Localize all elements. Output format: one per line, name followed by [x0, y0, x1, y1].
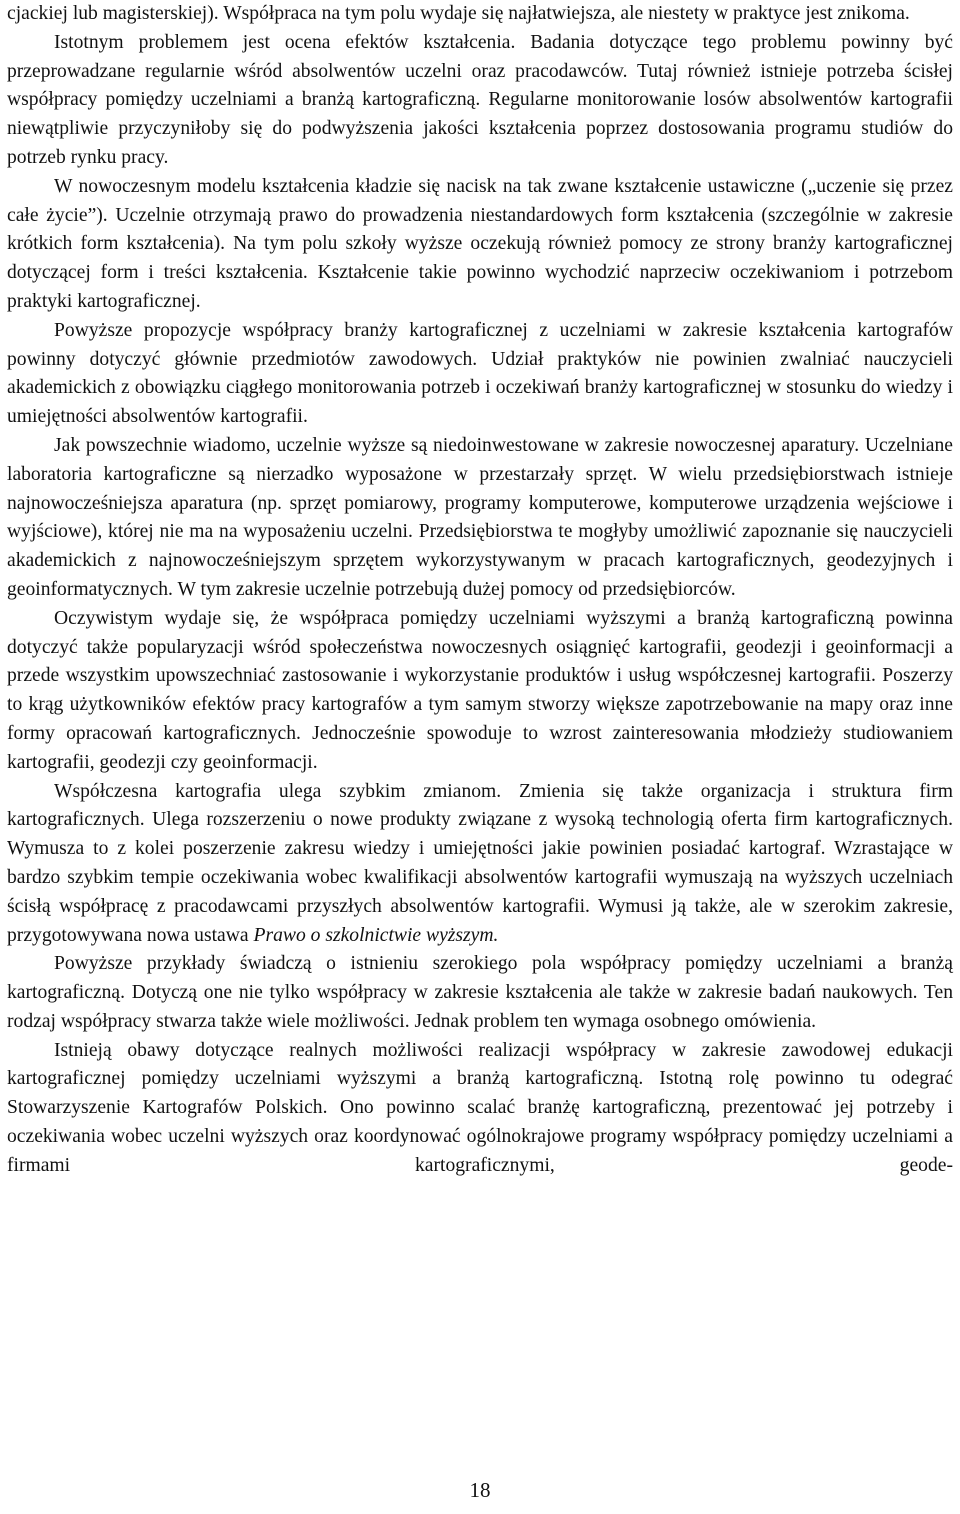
paragraph-modern-cartography [7, 778, 953, 951]
page-number: 18 [469, 1478, 491, 1502]
paragraph-evaluation: Istotnym problemem jest ocena efektów kształcenia. Badania dotyczące tego problemu powinny być przeprowadzane regularnie wśród absolwentów uczelni oraz pracodawców. Tutaj również istnieje potrzeba ścisłej współpracy pomiędzy uczelniami a branżą kartograficzną. Regularne monitorowanie losów absolwentów kartografii niewątpliwie przyczyniłoby się do podwyższenia jakości kształcenia poprzez dostosowania programu studiów do potrzeb rynku pracy. [7, 31, 953, 168]
paragraph-lifelong-learning: W nowoczesnym modelu kształcenia kładzie się nacisk na tak zwane kształcenie ustawiczne („uczenie się przez całe życie”). Uczelnie otrzymają prawo do prowadzenia niestandardowych form kształcenia (szczególnie w zakresie krótkich form kształcenia). Na tym polu szkoły wyższe oczekują również pomocy ze strony branży kartograficznej dotyczącej form i treści kształcenia. Kształcenie takie powinno wychodzić naprzeciw oczekiwaniom i potrzebom praktyki kartograficznej. [7, 175, 953, 312]
paragraph-professional-subjects: Powyższe propozycje współpracy branży kartograficznej z uczelniami w zakresie kształcenia kartografów powinny dotyczyć głównie przedmiotów zawodowych. Udział praktyków nie powinien zwalniać nauczycieli akademickich z obowiązku ciągłego monitorowania potrzeb i oczekiwań branży kartograficznej w stosunku do wiedzy i umiejętności absolwentów kartografii. [7, 319, 953, 428]
paragraph-modern-cartography-text: Współczesna kartografia ulega szybkim zmianom. Zmienia się także organizacja i struktura firm kartograficznych. Ulega rozszerzeniu o nowe produkty związane z wysoką technologią oferta firm kartograficznych. Wymusza to z kolei poszerzenie zakresu wiedzy i umiejętności jakie powinien posiadać kartograf. Wzrastające w bardzo szybkim tempie oczekiwania wobec kwalifikacji absolwentów kartografii wymuszają na wyższych uczelniach ścisłą współpracę z pracodawcami przyszłych absolwentów kartografii. Wymusi ją także, ale w szerokim zakresie, przygotowywana nowa ustawa [7, 780, 953, 946]
document-body [7, 0, 953, 1181]
paragraph-cooperation-examples: Powyższe przykłady świadczą o istnieniu szerokiego pola współpracy pomiędzy uczelniami a branżą kartograficzną. Dotyczą one nie tylko współpracy w zakresie kształcenia ale także w zakresie badań naukowych. Ten rodzaj współpracy stwarza także wiele możliwości. Jednak problem ten wymaga osobnego omówienia. [7, 953, 953, 1032]
paragraph-concerns: Istnieją obawy dotyczące realnych możliwości realizacji współpracy w zakresie zawodowej edukacji kartograficznej pomiędzy uczelniami wyższymi a branżą kartograficzną. Istotną rolę powinno tu odegrać Stowarzyszenie Kartografów Polskich. Ono powinno scalać branżę kartograficzną, prezentować jej potrzeby i oczekiwania wobec uczelni wyższych oraz koordynować ogólnokrajowe programy współpracy pomiędzy uczelniami a firmami kartograficznymi, geode- [7, 1039, 953, 1176]
law-title: Prawo o szkolnictwie wyższym. [253, 924, 499, 946]
paragraph-equipment: Jak powszechnie wiadomo, uczelnie wyższe są niedoinwestowane w zakresie nowoczesnej aparatury. Uczelniane laboratoria kartograficzne są nierzadko wyposażone w przestarzały sprzęt. W wielu przedsiębiorstwach istnieje najnowocześniejsza aparatura (np. sprzęt pomiarowy, programy komputerowe, komputerowe urządzenia wejściowe i wyjściowe), której nie ma na wyposażeniu uczelni. Przedsiębiorstwa te mogłyby umożliwić zapoznanie się nauczycieli akademickich z najnowocześniejszym sprzętem wykorzystywanym w pracach kartograficznych, geodezyjnych i geoinformatycznych. W tym zakresie uczelnie potrzebują dużej pomocy od przedsiębiorców. [7, 434, 953, 600]
paragraph-popularization: Oczywistym wydaje się, że współpraca pomiędzy uczelniami wyższymi a branżą kartograficzną powinna dotyczyć także popularyzacji wśród społeczeństwa nowoczesnych osiągnięć kartografii, geodezji i geoinformacji a przede wszystkim upowszechniać zastosowanie i wykorzystanie produktów i usług współczesnej kartografii. Poszerzy to krąg użytkowników efektów pracy kartografów a tym samym stworzy większe zapotrzebowanie na mapy oraz inne formy opracowań kartograficznych. Jednocześnie spowoduje to wzrost zainteresowania młodzieży studiowaniem kartografii, geodezji czy geoinformacji. [7, 607, 953, 773]
paragraph-continuation: cjackiej lub magisterskiej). Współpraca na tym polu wydaje się najłatwiejsza, ale niestety w praktyce jest znikoma. [7, 3, 910, 24]
